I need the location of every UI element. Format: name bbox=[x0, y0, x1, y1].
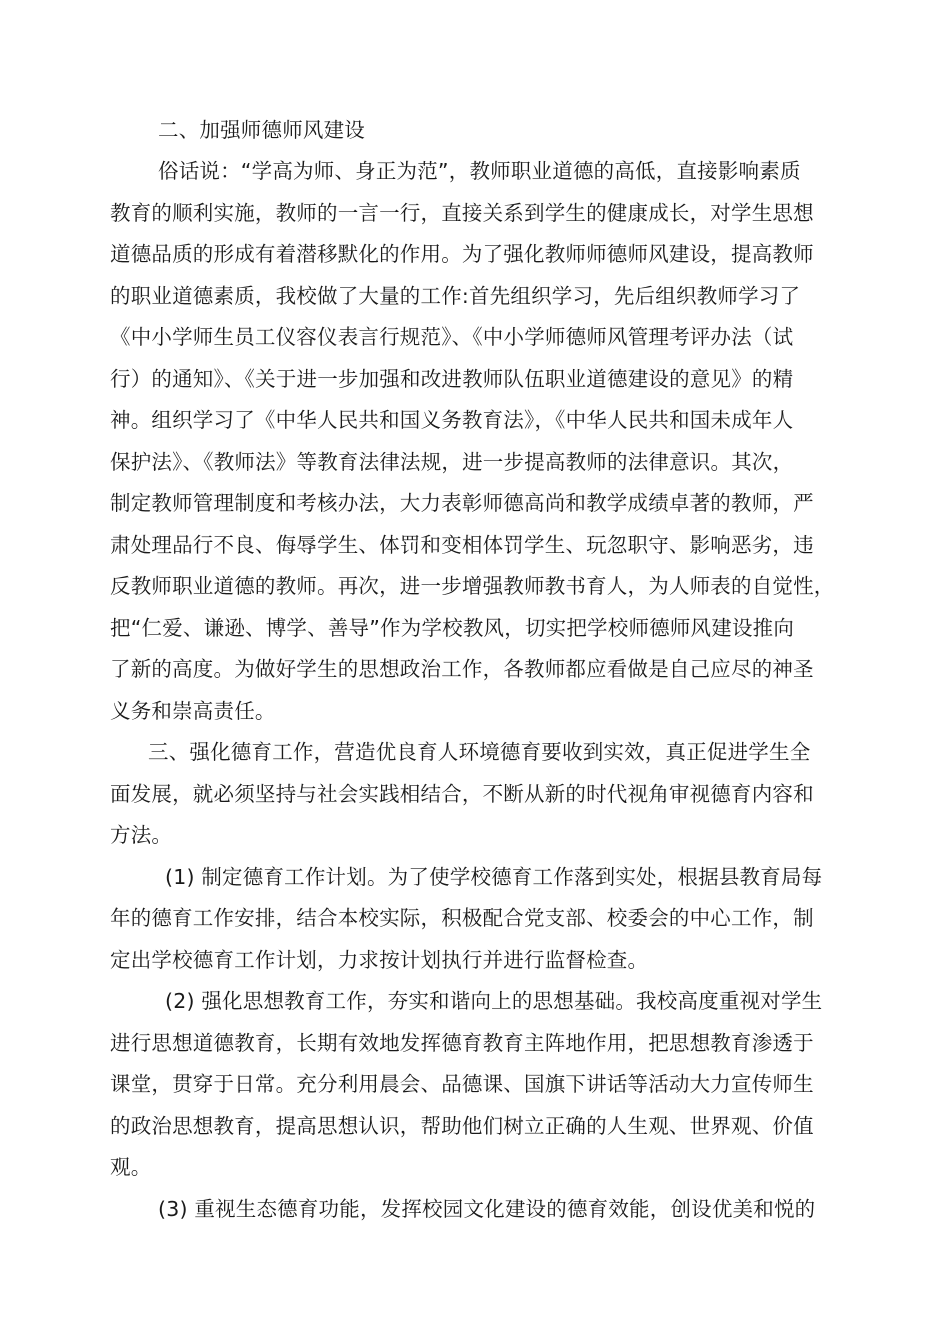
paragraph-line: 肃处理品行不良、侮辱学生、体罚和变相体罚学生、玩忽职守、影响恶劣，违 bbox=[110, 533, 814, 557]
paragraph-line: 保护法》、《教师法》等教育法律法规，进一步提高教师的法律意识。其次， bbox=[110, 450, 794, 474]
paragraph-line: 年的德育工作安排，结合本校实际，积极配合党支部、校委会的中心工作，制 bbox=[110, 906, 814, 930]
paragraph-line: 把“仁爱、谦逊、博学、善导”作为学校教风，切实把学校师德师风建设推向 bbox=[110, 616, 795, 640]
paragraph-line: 的职业道德素质，我校做了大量的工作:首先组织学习，先后组织教师学习了 bbox=[110, 284, 801, 308]
paragraph-line: 俗话说：“学高为师、身正为范”，教师职业道德的高低，直接影响素质 bbox=[158, 159, 801, 183]
paragraph-line: 进行思想道德教育，长期有效地发挥德育教育主阵地作用，把思想教育渗透于 bbox=[110, 1031, 814, 1055]
paragraph-line: 道德品质的形成有着潜移默化的作用。为了强化教师师德师风建设，提高教师 bbox=[110, 242, 814, 266]
list-item-3: (3) 重视生态德育功能，发挥校园文化建设的德育效能，创设优美和悦的 bbox=[158, 1197, 816, 1221]
paragraph-line: 的政治思想教育，提高思想认识，帮助他们树立正确的人生观、世界观、价值 bbox=[110, 1114, 814, 1138]
section-heading-3: 三、强化德育工作，营造优良育人环境德育要收到实效，真正促进学生全 bbox=[148, 740, 811, 764]
paragraph-line: 了新的高度。为做好学生的思想政治工作，各教师都应看做是自己应尽的神圣 bbox=[110, 657, 814, 681]
list-item-1: (1) 制定德育工作计划。为了使学校德育工作落到实处，根据县教育局每 bbox=[165, 865, 823, 889]
paragraph-line: 行）的通知》、《关于进一步加强和改进教师队伍职业道德建设的意见》的精 bbox=[110, 367, 794, 391]
paragraph-line: 制定教师管理制度和考核办法，大力表彰师德高尚和教学成绩卓著的教师，严 bbox=[110, 491, 814, 515]
paragraph-line: 面发展，就必须坚持与社会实践相结合，不断从新的时代视角审视德育内容和 bbox=[110, 782, 814, 806]
paragraph-line: 《中小学师生员工仪容仪表言行规范》、《中小学师德师风管理考评办法（试 bbox=[110, 325, 794, 349]
paragraph-line: 方法。 bbox=[110, 823, 173, 847]
section-heading-2: 二、加强师德师风建设 bbox=[158, 118, 365, 142]
list-item-2: (2) 强化思想教育工作，夯实和谐向上的思想基础。我校高度重视对学生 bbox=[165, 989, 823, 1013]
paragraph-line: 观。 bbox=[110, 1155, 152, 1179]
paragraph-line: 反教师职业道德的教师。再次，进一步增强教师教书育人，为人师表的自觉性， bbox=[110, 574, 835, 598]
paragraph-line: 定出学校德育工作计划，力求按计划执行并进行监督检查。 bbox=[110, 948, 649, 972]
paragraph-line: 义务和崇高责任。 bbox=[110, 699, 276, 723]
paragraph-line: 教育的顺利实施，教师的一言一行，直接关系到学生的健康成长，对学生思想 bbox=[110, 201, 814, 225]
paragraph-line: 课堂，贯穿于日常。充分利用晨会、品德课、国旗下讲话等活动大力宣传师生 bbox=[110, 1072, 814, 1096]
paragraph-line: 神。组织学习了《中华人民共和国义务教育法》，《中华人民共和国未成年人 bbox=[110, 408, 794, 432]
